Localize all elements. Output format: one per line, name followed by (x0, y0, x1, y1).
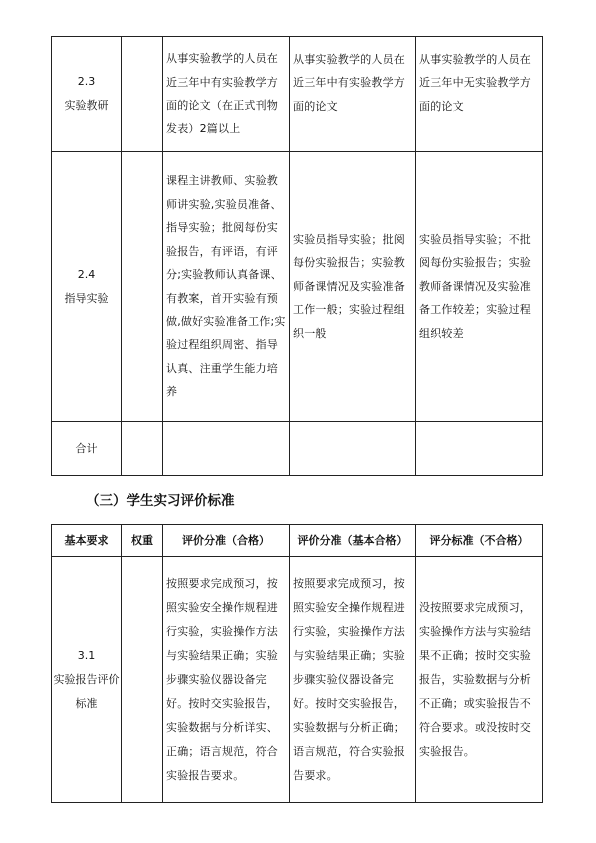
fail-criteria-cell: 没按照要求完成预习，实验操作方法与实验结果不正确；按时交实验报告，实验数据与分析不正确；或实验报告不符合要求。或没按时交实验报告。 (416, 557, 543, 803)
weight-cell (122, 37, 163, 152)
table-row (52, 152, 543, 422)
table-row (52, 37, 543, 152)
weight-cell (122, 557, 163, 803)
row-name-cell (52, 152, 122, 422)
basic-criteria-cell: 从事实验教学的人员在近三年中有实验教学方面的论文 (290, 37, 416, 152)
basic-criteria-cell: 按照要求完成预习，按照实验安全操作规程进行实验，实验操作方法与实验结果正确；实验步骤实验仪器设备完好。按时交实验报告，实验数据与分析正确；语言规范，符合实验报告要求。 (290, 557, 416, 803)
fail-criteria-cell: 从事实验教学的人员在近三年中无实验教学方面的论文 (416, 37, 543, 152)
row-name-text: 3.1 实验报告评价标准 (53, 648, 120, 710)
row-name-cell (52, 37, 122, 152)
pass-criteria-cell: 按照要求完成预习，按照实验安全操作规程进行实验，实验操作方法与实验结果正确；实验步骤实验仪器设备完好。按时交实验报告，实验数据与分析详实、正确；语言规范，符合实验报告要求。 (163, 557, 290, 803)
weight-cell (122, 152, 163, 422)
total-label-cell: 合计 (52, 422, 122, 476)
table-header-row (52, 525, 543, 557)
section-heading: （三）学生实习评价标准 (86, 493, 235, 509)
internship-criteria-table (51, 524, 543, 803)
header-weight: 权重 (122, 525, 163, 557)
header-fail: 评分标准（不合格） (416, 525, 543, 557)
header-basic-requirement: 基本要求 (52, 525, 122, 557)
header-pass: 评价分准（合格） (163, 525, 290, 557)
row-name-text: 2.4 指导实验 (64, 267, 109, 305)
basic-criteria-cell: 实验员指导实验；批阅每份实验报告；实验教师备课情况及实验准备工作一般；实验过程组织一般 (290, 152, 416, 422)
pass-criteria-cell: 课程主讲教师、实验教师讲实验,实验员准备、指导实验；批阅每份实验报告，有评语，有评分;实验教师认真备课、有教案，首开实验有预做,做好实验准备工作;实验过程组织周密、指导认真、注重学生能力培养 (163, 152, 290, 422)
table-row (52, 422, 543, 476)
pass-criteria-cell (163, 422, 290, 476)
pass-criteria-cell: 从事实验教学的人员在近三年中有实验教学方面的论文（在正式刊物发表）2篇以上 (163, 37, 290, 152)
fail-criteria-cell (416, 422, 543, 476)
row-name-text: 2.3 实验教研 (64, 75, 109, 112)
header-basic-pass: 评价分准（基本合格） (290, 525, 416, 557)
criteria-table-continued (51, 36, 543, 476)
fail-criteria-cell: 实验员指导实验；不批阅每份实验报告；实验教师备课情况及实验准备工作较差；实验过程组织较差 (416, 152, 543, 422)
basic-criteria-cell (290, 422, 416, 476)
row-name-cell (52, 557, 122, 803)
table-row (52, 557, 543, 803)
weight-cell (122, 422, 163, 476)
